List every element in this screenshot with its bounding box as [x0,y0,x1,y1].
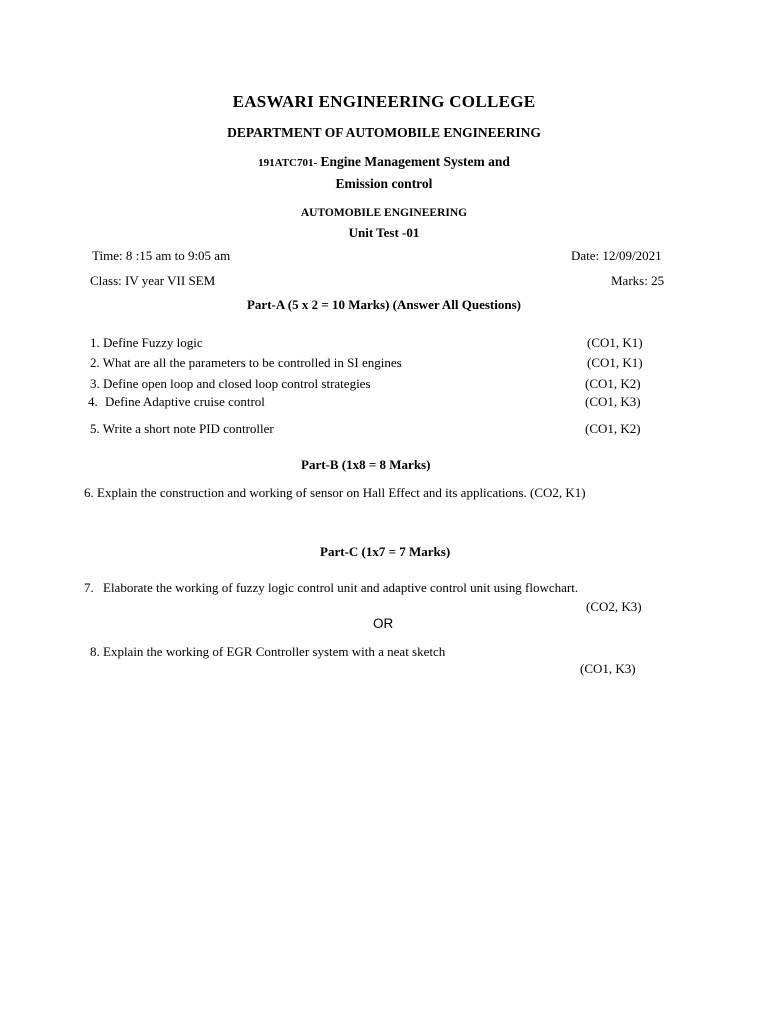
exam-time: Time: 8 :15 am to 9:05 am [92,248,231,263]
question-text: Elaborate the working of fuzzy logic control unit and adaptive control unit using flowchart. [103,580,579,595]
part-c-heading: Part-C (1x7 = 7 Marks) [320,544,451,559]
question-3-co: (CO1, K2) [585,376,641,391]
course-title: Engine Management System and [320,154,510,169]
question-number: 6. [84,485,94,500]
question-8 [90,644,445,660]
question-5-co: (CO1, K2) [585,421,641,436]
question-text: Write a short note PID controller [102,421,274,436]
part-a-heading: Part-A (5 x 2 = 10 Marks) (Answer All Questions) [246,297,521,312]
question-number: 4. [88,394,98,409]
question-2 [90,355,402,371]
question-6 [84,485,586,501]
course-code: 191ATC701- [258,157,318,169]
question-8-co: (CO1, K3) [580,661,636,676]
part-b-heading: Part-B (1x8 = 8 Marks) [301,457,431,472]
question-2-co: (CO1, K1) [587,355,643,370]
question-4-co: (CO1, K3) [585,394,641,409]
question-number: 7. [84,580,94,595]
test-name: Unit Test -01 [348,225,420,240]
question-number: 2. [90,355,100,370]
department-name: DEPARTMENT OF AUTOMOBILE ENGINEERING [227,125,541,140]
question-number: 5. [90,421,100,436]
branch-name: AUTOMOBILE ENGINEERING [300,207,468,219]
question-4 [88,394,265,410]
exam-class: Class: IV year VII SEM [90,273,216,288]
question-3 [90,376,371,392]
question-number: 8. [90,644,100,659]
question-number: 1. [90,335,100,350]
question-7 [84,580,578,596]
question-text: Explain the working of EGR Controller system with a neat sketch [103,644,446,659]
question-text: Define open loop and closed loop control strategies [103,376,371,391]
question-text: What are all the parameters to be controlled in SI engines [102,355,402,370]
course-title-line1 [0,154,768,170]
question-7-co: (CO2, K3) [586,599,642,614]
or-separator: OR [373,616,394,631]
exam-marks: Marks: 25 [611,273,665,288]
question-text: Explain the construction and working of sensor on Hall Effect and its applications. (CO2, K1) [97,485,586,500]
question-text: Define Fuzzy logic [103,335,203,350]
exam-date: Date: 12/09/2021 [571,248,662,263]
question-1 [90,335,203,351]
question-1-co: (CO1, K1) [587,335,643,350]
question-5 [90,421,274,437]
course-title-line2: Emission control [335,176,433,191]
college-name: EASWARI ENGINEERING COLLEGE [232,92,536,111]
question-text: Define Adaptive cruise control [105,394,265,409]
question-number: 3. [90,376,100,391]
